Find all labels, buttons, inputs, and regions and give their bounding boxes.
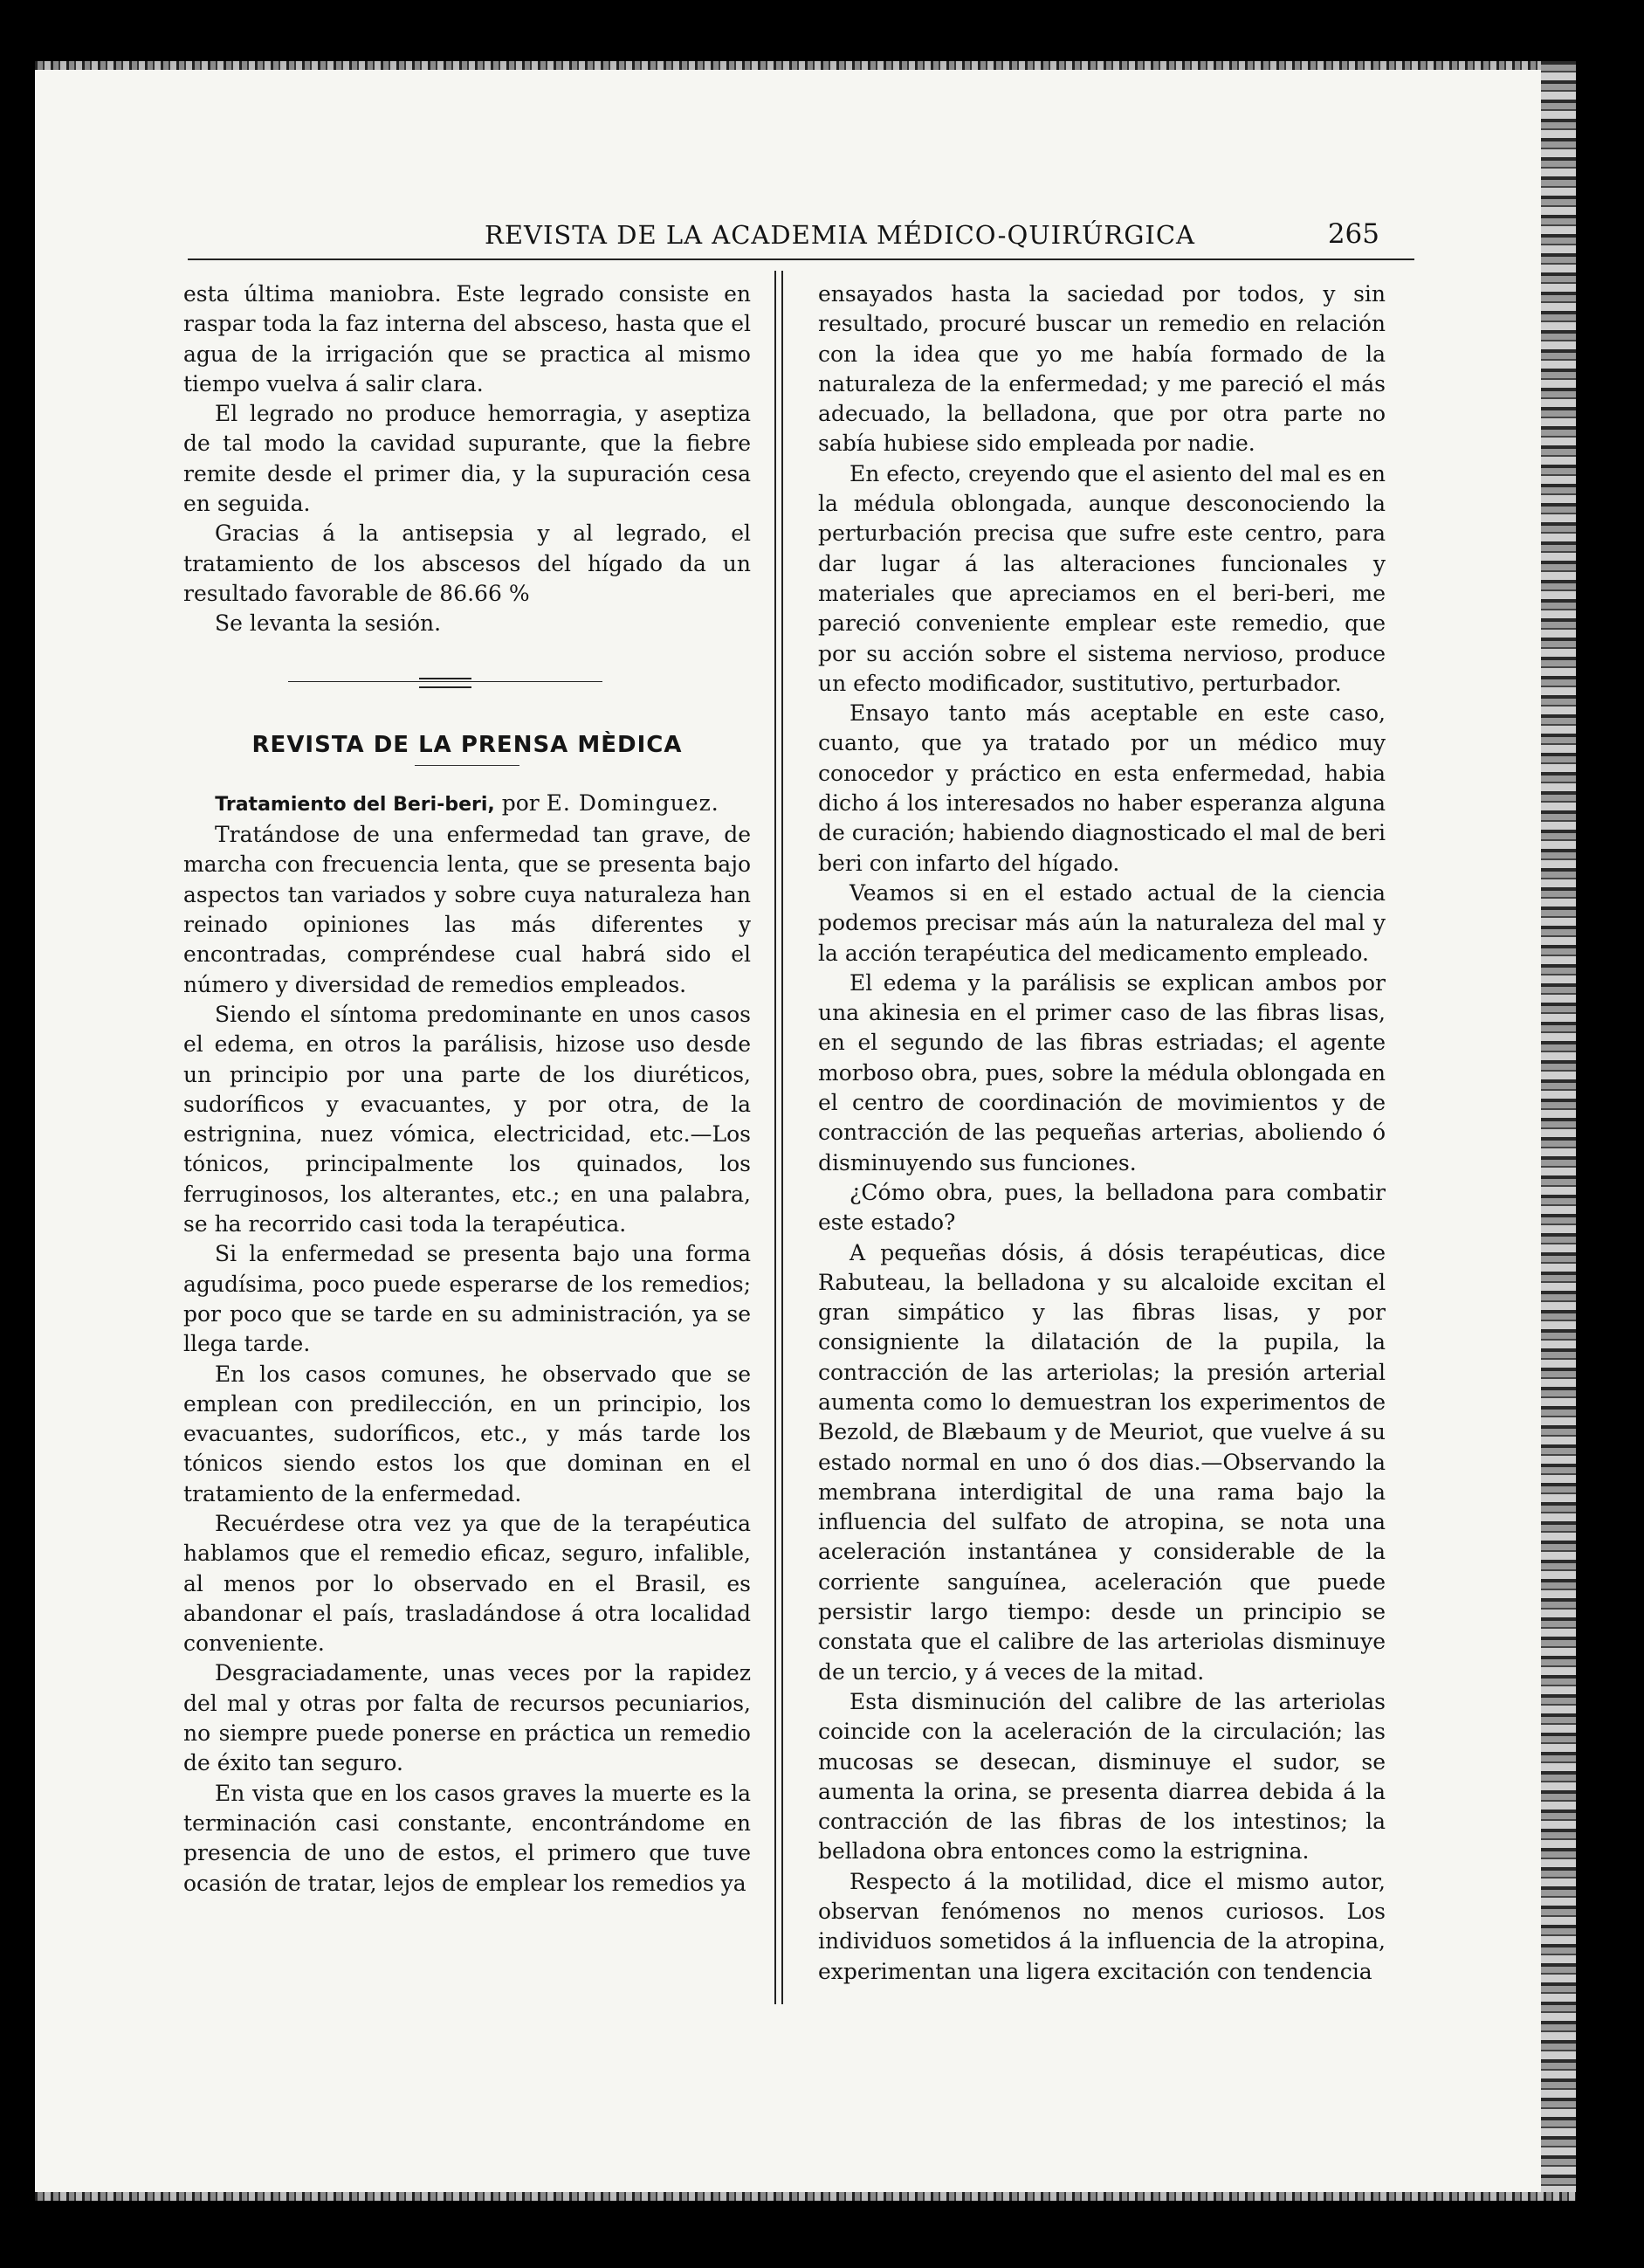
paragraph: ensayados hasta la saciedad por todos, y sin resultado, procuré buscar un remedio en relación con la idea que yo me había formado de la naturaleza de la enfermedad; y me pareció el más adecuado, la belladona, que por otra parte no sabía hubiese sido empleada por nadie. bbox=[818, 281, 1386, 457]
scanned-page bbox=[35, 61, 1576, 2201]
paragraph: ¿Cómo obra, pues, la belladona para combatir este estado? bbox=[818, 1179, 1386, 1236]
paragraph: Tratándose de una enfermedad tan grave, de marcha con frecuencia lenta, que se presenta bajo aspectos tan variados y sobre cuya naturaleza han reinado opiniones las más diferentes y encontradas, compréndese cual habrá sido el número y diversidad de remedios empleados. bbox=[183, 822, 751, 997]
right-column bbox=[818, 279, 1386, 1987]
section-heading: REVISTA DE LA PRENSA MÈDICA bbox=[251, 731, 683, 758]
paragraph: En los casos comunes, he observado que se emplean con predilección, en un principio, los evacuantes, sudoríficos, etc., y más tarde los tónicos siendo estos los que dominan en el tratamiento de la enfermedad. bbox=[183, 1361, 751, 1506]
paragraph: Gracias á la antisepsia y al legrado, el tratamiento de los abscesos del hígado da un resultado favorable de 86.66 % bbox=[183, 520, 751, 606]
paragraph: A pequeñas dósis, á dósis terapéuticas, dice Rabuteau, la belladona y su alcaloide excitan el gran simpático y las fibras lisas, y por consigniente la dilatación de la pupila, la contracción de las arteriolas; la presión arterial aumenta como lo demuestran los experimentos de Bezold, de Blæbaum y de Meuriot, que vuelve á su estado normal en uno ó dos dias.—Observando la membrana interdigital de una rama bajo la influencia del sulfato de atropina, se nota una aceleración instantánea y considerable de la corriente sanguínea, aceleración que puede persistir largo tiempo: desde un principio se constata que el calibre de las arteriolas disminuye de un tercio, y á veces de la mitad. bbox=[818, 1239, 1386, 1685]
article-author: E. Dominguez. bbox=[546, 789, 719, 816]
running-header bbox=[188, 218, 1414, 260]
paragraph: En efecto, creyendo que el asiento del mal es en la médula oblongada, aunque desconociendo la perturbación precisa que sufre este centro, para dar lugar á las alteraciones funcionales y materiales que apreciamos en el beri-beri, me pareció conveniente emplear este remedio, que por su acción sobre el sistema nervioso, produce un efecto modificador, sustitutivo, perturbador. bbox=[818, 460, 1386, 696]
page-top-edge bbox=[35, 61, 1576, 70]
running-title: REVISTA DE LA ACADEMIA MÉDICO-QUIRÚRGICA bbox=[485, 220, 1195, 250]
paragraph: Ensayo tanto más aceptable en este caso, cuanto, que ya tratado por un médico muy conocedor y práctico en esta enfermedad, habia dicho á los interesados no haber esperanza alguna de curación; habiendo diagnosticado el mal de beri beri con infarto del hígado. bbox=[818, 700, 1386, 876]
page-bottom-edge bbox=[35, 2192, 1576, 2201]
paragraph: Siendo el síntoma predominante en unos casos el edema, en otros la parálisis, hizose uso desde un principio por una parte de los diuréticos, sudoríficos y evacuantes, y por otra, de la estrignina, nuez vómica, electricidad, etc.—Los tónicos, principalmente los quinados, los ferruginosos, los alterantes, etc.; en una palabra, se ha recorrido casi toda la terapéutica. bbox=[183, 1001, 751, 1237]
paragraph: En vista que en los casos graves la muerte es la terminación casi constante, encontrándome en presencia de uno de estos, el primero que tuve ocasión de tratar, lejos de emplear los remedios ya bbox=[183, 1780, 751, 1896]
page-side-strip bbox=[1541, 61, 1576, 2201]
column-divider bbox=[774, 271, 783, 2004]
paragraph: Si la enfermedad se presenta bajo una forma agudísima, poco puede esperarse de los remedios; por poco que se tarde en su administración, ya se llega tarde. bbox=[183, 1241, 751, 1357]
left-column bbox=[183, 279, 751, 1899]
page-number: 265 bbox=[1327, 218, 1379, 250]
ornamental-divider bbox=[183, 678, 751, 686]
paragraph: Esta disminución del calibre de las arteriolas coincide con la aceleración de la circulación; las mucosas se desecan, disminuye el sudor, se aumenta la orina, se presenta diarrea debida á la contracción de las fibras de los intestinos; la belladona obra entonces como la estrignina. bbox=[818, 1688, 1386, 1865]
paragraph: El legrado no produce hemorragia, y aseptiza de tal modo la cavidad supurante, que la fiebre remite desde el primer dia, y la supuración cesa en seguida. bbox=[183, 401, 751, 517]
paragraph: El edema y la parálisis se explican ambos por una akinesia en el primer caso de las fibras lisas, en el segundo de las fibras estriadas; el agente morboso obra, pues, sobre la médula oblongada en el centro de coordinación de movimientos y de contracción de las pequeñas arterias, aboliendo ó disminuyendo sus funciones. bbox=[818, 969, 1386, 1175]
header-rule bbox=[188, 259, 1414, 260]
heading-underline bbox=[415, 765, 519, 766]
paragraph: esta última maniobra. Este legrado consiste en raspar toda la faz interna del absceso, hasta que el agua de la irrigación que se practica al mismo tiempo vuelva á salir clara. bbox=[183, 281, 751, 396]
paragraph: Respecto á la motilidad, dice el mismo autor, observan fenómenos no menos curiosos. Los individuos sometidos á la influencia de la atropina, experimentan una ligera excitación con tendencia bbox=[818, 1868, 1386, 1984]
session-close: Se levanta la sesión. bbox=[215, 610, 442, 637]
paragraph: Veamos si en el estado actual de la ciencia podemos precisar más aún la naturaleza del mal y la acción terapéutica del medicamento empleado. bbox=[818, 879, 1386, 966]
paragraph: Recuérdese otra vez ya que de la terapéutica hablamos que el remedio eficaz, seguro, infalible, al menos por lo observado en el Brasil, es abandonar el país, trasladándose á otra localidad conveniente. bbox=[183, 1510, 751, 1657]
article-title bbox=[183, 789, 751, 820]
article-title-text: Tratamiento del Beri-beri, bbox=[215, 793, 495, 816]
paragraph: Desgraciadamente, unas veces por la rapidez del mal y otras por falta de recursos pecuniarios, no siempre puede ponerse en práctica un remedio de éxito tan seguro. bbox=[183, 1660, 751, 1776]
article-by: por bbox=[501, 789, 540, 816]
